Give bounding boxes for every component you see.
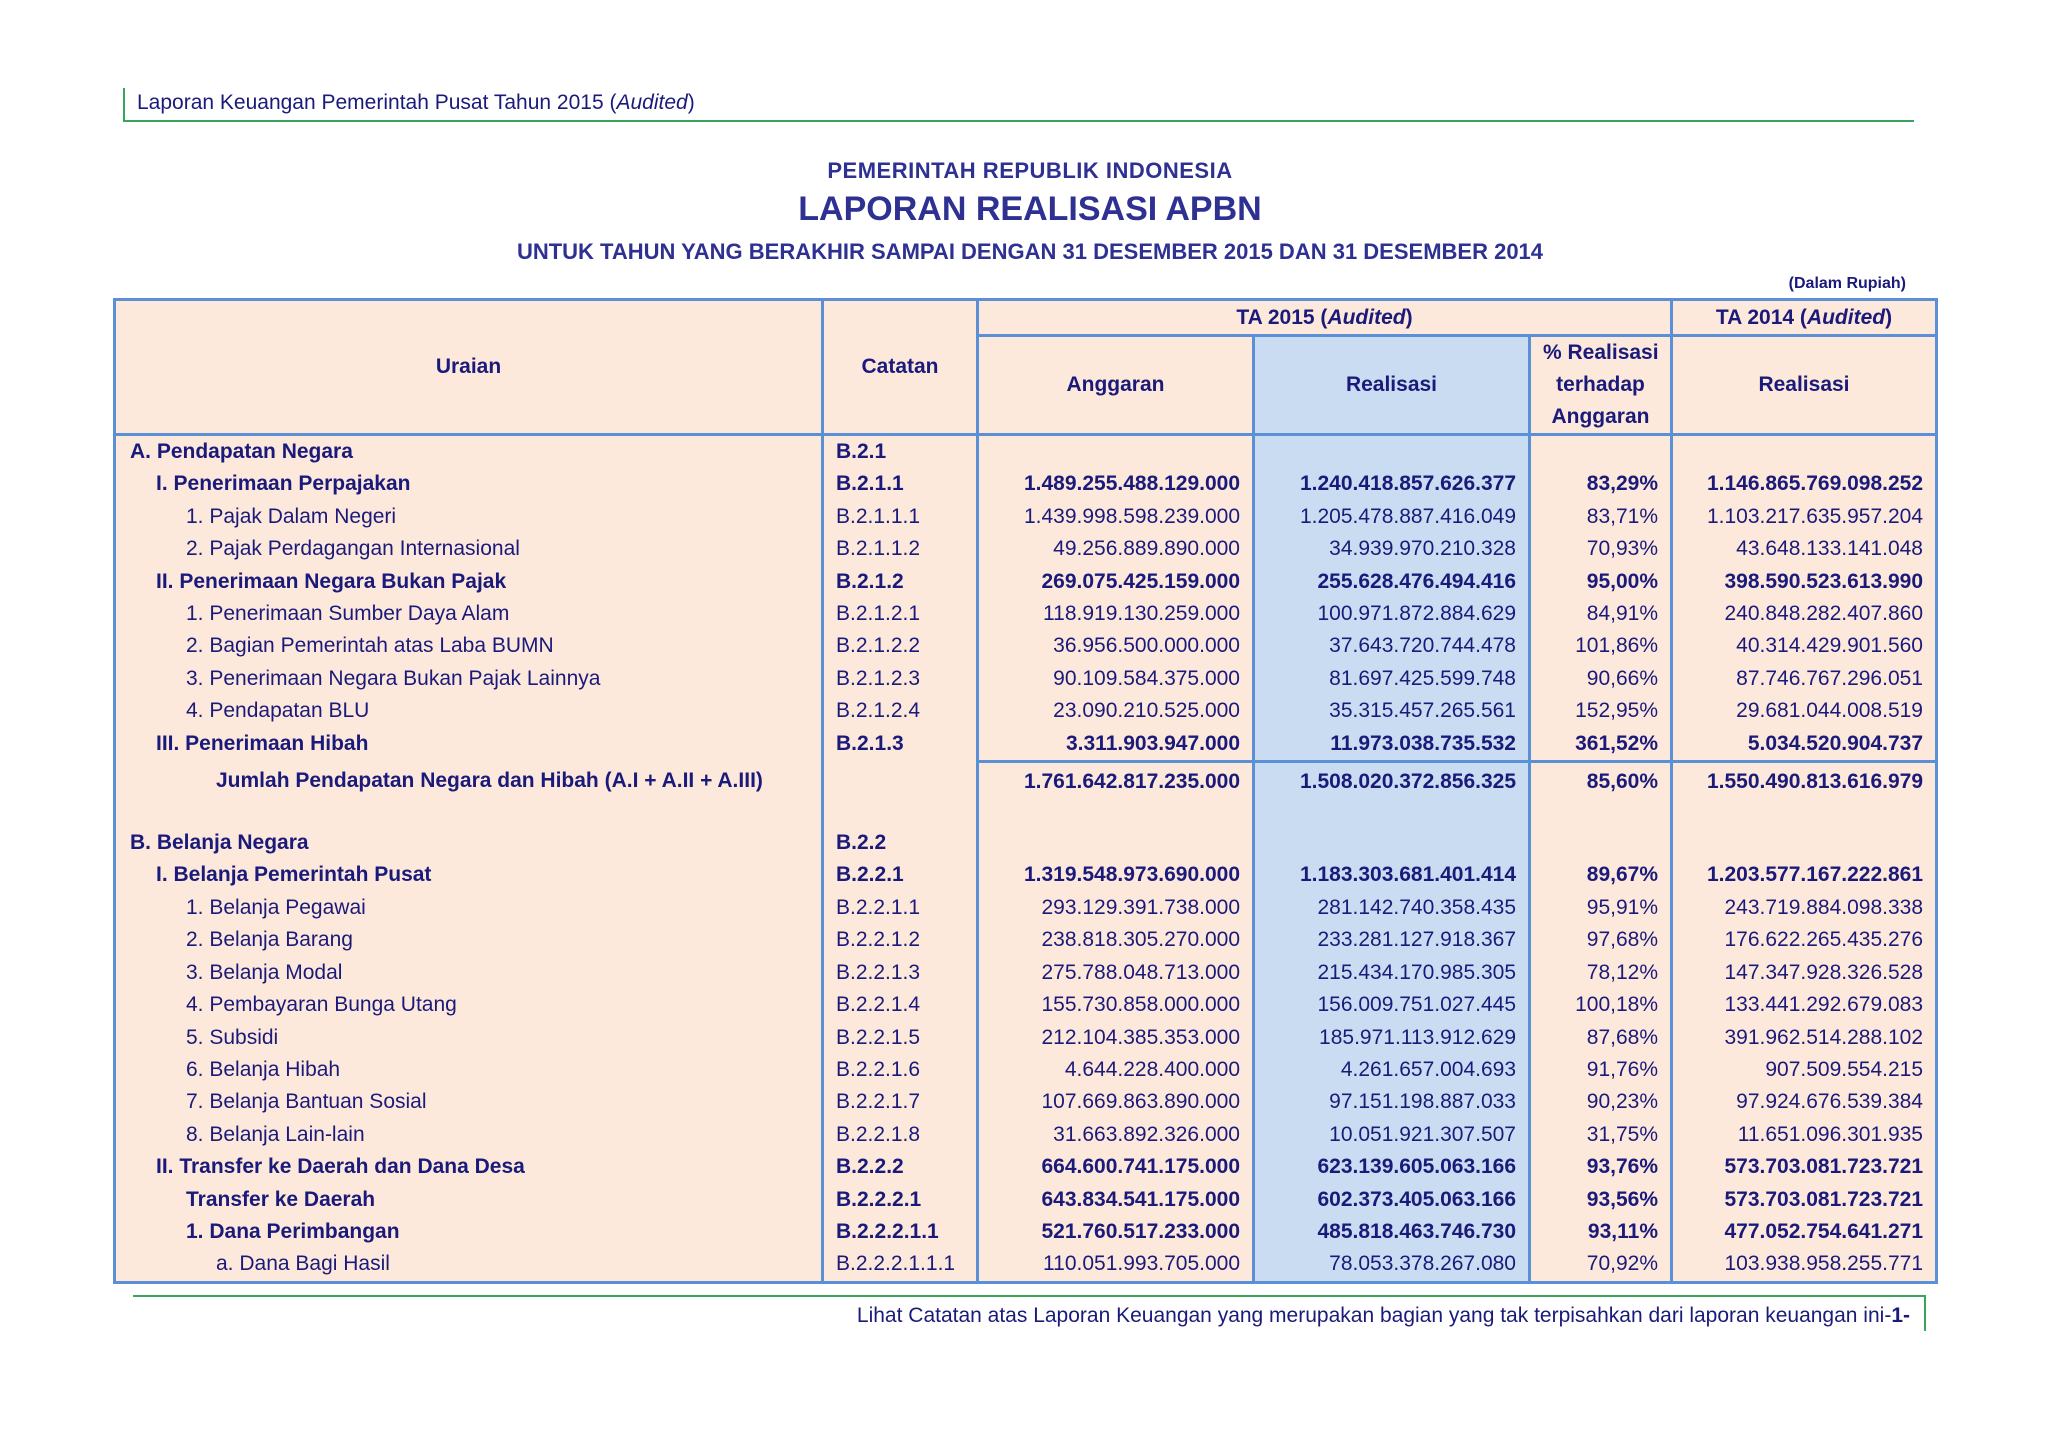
cell-realisasi: 34.939.970.210.328	[1254, 533, 1530, 565]
cell-catatan: B.2.1.2	[823, 566, 978, 598]
cell-anggaran	[978, 435, 1254, 469]
lra-table-container	[113, 298, 1935, 1284]
cell-uraian: I. Penerimaan Perpajakan	[115, 468, 823, 500]
cell-pct: 152,95%	[1530, 695, 1672, 727]
cell-realisasi-2014: 29.681.044.008.519	[1672, 695, 1937, 727]
cell-anggaran: 1.489.255.488.129.000	[978, 468, 1254, 500]
cell-realisasi-2014: 1.550.490.813.616.979	[1672, 762, 1937, 802]
cell-catatan: B.2.2.1.6	[823, 1054, 978, 1086]
table-row	[115, 1086, 1937, 1118]
table-row	[115, 1184, 1937, 1216]
cell-catatan: B.2.2.2.1.1	[823, 1216, 978, 1248]
table-row	[115, 468, 1937, 500]
cell-realisasi: 37.643.720.744.478	[1254, 630, 1530, 662]
col-header-realisasi: Realisasi	[1254, 336, 1530, 435]
ta2015-close: )	[1405, 306, 1413, 329]
cell-realisasi-2014: 477.052.754.641.271	[1672, 1216, 1937, 1248]
cell-anggaran	[978, 827, 1254, 859]
cell-pct: 70,93%	[1530, 533, 1672, 565]
cell-anggaran: 238.818.305.270.000	[978, 924, 1254, 956]
cell-realisasi-2014: 97.924.676.539.384	[1672, 1086, 1937, 1118]
cell-realisasi-2014: 1.203.577.167.222.861	[1672, 859, 1937, 891]
cell-catatan: B.2.2.1.1	[823, 892, 978, 924]
cell-catatan: B.2.2.1	[823, 859, 978, 891]
cell-catatan: B.2.2.1.4	[823, 989, 978, 1021]
cell-catatan: B.2.2.2.1.1.1	[823, 1248, 978, 1282]
cell-catatan: B.2.1.2.3	[823, 663, 978, 695]
table-row	[115, 663, 1937, 695]
cell-realisasi: 233.281.127.918.367	[1254, 924, 1530, 956]
lra-table	[113, 298, 1938, 1284]
table-row	[115, 957, 1937, 989]
cell-realisasi: 78.053.378.267.080	[1254, 1248, 1530, 1282]
cell-anggaran: 212.104.385.353.000	[978, 1022, 1254, 1054]
cell-pct: 78,12%	[1530, 957, 1672, 989]
cell-pct	[1530, 827, 1672, 859]
table-row	[115, 566, 1937, 598]
ta2015-text: TA 2015 (	[1236, 306, 1328, 329]
cell-realisasi: 156.009.751.027.445	[1254, 989, 1530, 1021]
col-header-ta2015	[978, 300, 1672, 336]
cell-realisasi-2014: 147.347.928.326.528	[1672, 957, 1937, 989]
table-row	[115, 892, 1937, 924]
cell-pct: 83,71%	[1530, 501, 1672, 533]
title-government: PEMERINTAH REPUBLIK INDONESIA	[827, 158, 1233, 183]
cell-realisasi-2014: 243.719.884.098.338	[1672, 892, 1937, 924]
cell-uraian: 1. Dana Perimbangan	[115, 1216, 823, 1248]
title-period: UNTUK TAHUN YANG BERAKHIR SAMPAI DENGAN 31 DESEMBER 2015 DAN 31 DESEMBER 2014	[516, 239, 1544, 264]
cell-uraian: Jumlah Pendapatan Negara dan Hibah (A.I + A.II + A.III)	[115, 762, 823, 802]
col-header-anggaran: Anggaran	[978, 336, 1254, 435]
cell-pct: 97,68%	[1530, 924, 1672, 956]
cell-uraian: 7. Belanja Bantuan Sosial	[115, 1086, 823, 1118]
cell-catatan: B.2.2.1.5	[823, 1022, 978, 1054]
cell-realisasi-2014: 87.746.767.296.051	[1672, 663, 1937, 695]
cell-realisasi-2014: 43.648.133.141.048	[1672, 533, 1937, 565]
table-row	[115, 1248, 1937, 1282]
cell-realisasi-2014: 398.590.523.613.990	[1672, 566, 1937, 598]
cell-pct: 91,76%	[1530, 1054, 1672, 1086]
col-header-uraian: Uraian	[115, 300, 823, 435]
cell-catatan: B.2.1.3	[823, 728, 978, 762]
cell-realisasi-2014: 907.509.554.215	[1672, 1054, 1937, 1086]
cell-realisasi-2014: 5.034.520.904.737	[1672, 728, 1937, 762]
cell-uraian: III. Penerimaan Hibah	[115, 728, 823, 762]
cell-catatan: B.2.2.1.7	[823, 1086, 978, 1118]
running-header	[123, 88, 1914, 122]
cell-anggaran: 521.760.517.233.000	[978, 1216, 1254, 1248]
cell-catatan: B.2.1.1.2	[823, 533, 978, 565]
cell-anggaran: 269.075.425.159.000	[978, 566, 1254, 598]
cell-anggaran: 664.600.741.175.000	[978, 1151, 1254, 1183]
table-row	[115, 630, 1937, 662]
cell-catatan: B.2.1.1	[823, 468, 978, 500]
cell-anggaran: 293.129.391.738.000	[978, 892, 1254, 924]
cell-realisasi-2014: 176.622.265.435.276	[1672, 924, 1937, 956]
cell-realisasi: 281.142.740.358.435	[1254, 892, 1530, 924]
header-audited: Audited	[616, 91, 688, 114]
cell-uraian: 3. Belanja Modal	[115, 957, 823, 989]
cell-realisasi: 35.315.457.265.561	[1254, 695, 1530, 727]
table-row	[115, 533, 1937, 565]
cell-anggaran: 1.761.642.817.235.000	[978, 762, 1254, 802]
cell-realisasi: 1.240.418.857.626.377	[1254, 468, 1530, 500]
cell-realisasi-2014: 573.703.081.723.721	[1672, 1151, 1937, 1183]
cell-anggaran: 23.090.210.525.000	[978, 695, 1254, 727]
footer-text: Lihat Catatan atas Laporan Keuangan yang merupakan bagian yang tak terpisahkan dari laporan keuangan ini-	[856, 1304, 1892, 1327]
cell-pct: 85,60%	[1530, 762, 1672, 802]
table-row	[115, 762, 1937, 802]
cell-realisasi: 602.373.405.063.166	[1254, 1184, 1530, 1216]
cell-realisasi: 1.508.020.372.856.325	[1254, 762, 1530, 802]
title-report: LAPORAN REALISASI APBN	[798, 190, 1262, 228]
cell-uraian: 4. Pembayaran Bunga Utang	[115, 989, 823, 1021]
cell-realisasi: 81.697.425.599.748	[1254, 663, 1530, 695]
cell-catatan: B.2.2	[823, 827, 978, 859]
cell-anggaran: 36.956.500.000.000	[978, 630, 1254, 662]
cell-anggaran: 31.663.892.326.000	[978, 1119, 1254, 1151]
cell-pct: 84,91%	[1530, 598, 1672, 630]
unit-label: (Dalam Rupiah)	[1788, 275, 1906, 292]
cell-uraian: A. Pendapatan Negara	[115, 435, 823, 469]
cell-pct: 93,56%	[1530, 1184, 1672, 1216]
table-row	[115, 989, 1937, 1021]
ta2014-text: TA 2014 (	[1715, 306, 1807, 329]
table-row	[115, 1054, 1937, 1086]
spacer-row	[115, 801, 1937, 827]
cell-uraian: 1. Belanja Pegawai	[115, 892, 823, 924]
cell-uraian: I. Belanja Pemerintah Pusat	[115, 859, 823, 891]
cell-realisasi-2014: 391.962.514.288.102	[1672, 1022, 1937, 1054]
cell-uraian: II. Transfer ke Daerah dan Dana Desa	[115, 1151, 823, 1183]
cell-catatan: B.2.2.2	[823, 1151, 978, 1183]
table-row	[115, 1151, 1937, 1183]
ta2015-audited: Audited	[1327, 306, 1406, 329]
header-close: )	[687, 91, 695, 114]
table-row	[115, 827, 1937, 859]
header-text: Laporan Keuangan Pemerintah Pusat Tahun 2015 (	[137, 91, 617, 114]
ta2014-close: )	[1885, 306, 1893, 329]
cell-uraian: B. Belanja Negara	[115, 827, 823, 859]
cell-anggaran: 107.669.863.890.000	[978, 1086, 1254, 1118]
report-titles	[120, 158, 1940, 265]
cell-pct: 83,29%	[1530, 468, 1672, 500]
cell-uraian: 2. Bagian Pemerintah atas Laba BUMN	[115, 630, 823, 662]
col-header-pct	[1530, 336, 1672, 435]
cell-realisasi: 4.261.657.004.693	[1254, 1054, 1530, 1086]
col-header-realisasi-2014: Realisasi	[1672, 336, 1937, 435]
cell-realisasi: 10.051.921.307.507	[1254, 1119, 1530, 1151]
pct-line1: % Realisasi	[1543, 341, 1659, 364]
cell-realisasi: 97.151.198.887.033	[1254, 1086, 1530, 1118]
cell-realisasi-2014: 103.938.958.255.771	[1672, 1248, 1937, 1282]
cell-pct: 101,86%	[1530, 630, 1672, 662]
cell-uraian: 4. Pendapatan BLU	[115, 695, 823, 727]
table-row	[115, 435, 1937, 469]
cell-pct: 90,66%	[1530, 663, 1672, 695]
ta2014-audited: Audited	[1806, 306, 1886, 329]
cell-uraian: II. Penerimaan Negara Bukan Pajak	[115, 566, 823, 598]
col-header-ta2014	[1672, 300, 1937, 336]
cell-pct: 95,91%	[1530, 892, 1672, 924]
cell-uraian: 5. Subsidi	[115, 1022, 823, 1054]
cell-pct: 95,00%	[1530, 566, 1672, 598]
cell-realisasi: 11.973.038.735.532	[1254, 728, 1530, 762]
cell-catatan	[823, 762, 978, 802]
cell-pct: 361,52%	[1530, 728, 1672, 762]
cell-pct: 87,68%	[1530, 1022, 1672, 1054]
pct-line3: Anggaran	[1551, 405, 1650, 428]
cell-uraian: a. Dana Bagi Hasil	[115, 1248, 823, 1282]
col-header-catatan: Catatan	[823, 300, 978, 435]
cell-catatan: B.2.2.1.8	[823, 1119, 978, 1151]
table-row	[115, 1022, 1937, 1054]
cell-uraian: 2. Pajak Perdagangan Internasional	[115, 533, 823, 565]
cell-pct	[1530, 435, 1672, 469]
cell-pct: 89,67%	[1530, 859, 1672, 891]
cell-catatan: B.2.2.1.2	[823, 924, 978, 956]
cell-anggaran: 4.644.228.400.000	[978, 1054, 1254, 1086]
table-body	[115, 435, 1937, 1283]
cell-anggaran: 49.256.889.890.000	[978, 533, 1254, 565]
cell-pct: 90,23%	[1530, 1086, 1672, 1118]
cell-realisasi	[1254, 435, 1530, 469]
running-footer	[133, 1295, 1926, 1331]
cell-uraian: 8. Belanja Lain-lain	[115, 1119, 823, 1151]
cell-pct: 70,92%	[1530, 1248, 1672, 1282]
table-row	[115, 1119, 1937, 1151]
footer-page: 1-	[1891, 1304, 1910, 1327]
cell-anggaran: 3.311.903.947.000	[978, 728, 1254, 762]
cell-realisasi: 185.971.113.912.629	[1254, 1022, 1530, 1054]
table-row	[115, 695, 1937, 727]
cell-realisasi: 100.971.872.884.629	[1254, 598, 1530, 630]
table-row	[115, 1216, 1937, 1248]
cell-realisasi	[1254, 827, 1530, 859]
cell-catatan: B.2.1.1.1	[823, 501, 978, 533]
cell-pct: 31,75%	[1530, 1119, 1672, 1151]
table-row	[115, 859, 1937, 891]
cell-realisasi-2014	[1672, 435, 1937, 469]
table-row	[115, 598, 1937, 630]
cell-uraian: 1. Pajak Dalam Negeri	[115, 501, 823, 533]
cell-anggaran: 110.051.993.705.000	[978, 1248, 1254, 1282]
cell-catatan: B.2.1.2.4	[823, 695, 978, 727]
pct-line2: terhadap	[1556, 373, 1645, 396]
cell-realisasi-2014: 133.441.292.679.083	[1672, 989, 1937, 1021]
cell-realisasi-2014: 1.103.217.635.957.204	[1672, 501, 1937, 533]
cell-realisasi: 255.628.476.494.416	[1254, 566, 1530, 598]
table-row	[115, 924, 1937, 956]
cell-catatan: B.2.1.2.1	[823, 598, 978, 630]
cell-anggaran: 275.788.048.713.000	[978, 957, 1254, 989]
cell-catatan: B.2.2.2.1	[823, 1184, 978, 1216]
cell-anggaran: 1.439.998.598.239.000	[978, 501, 1254, 533]
cell-realisasi-2014: 1.146.865.769.098.252	[1672, 468, 1937, 500]
cell-realisasi-2014: 573.703.081.723.721	[1672, 1184, 1937, 1216]
cell-anggaran: 90.109.584.375.000	[978, 663, 1254, 695]
cell-pct: 93,76%	[1530, 1151, 1672, 1183]
cell-catatan: B.2.2.1.3	[823, 957, 978, 989]
cell-realisasi-2014: 11.651.096.301.935	[1672, 1119, 1937, 1151]
cell-realisasi: 1.205.478.887.416.049	[1254, 501, 1530, 533]
cell-uraian: Transfer ke Daerah	[115, 1184, 823, 1216]
cell-catatan: B.2.1.2.2	[823, 630, 978, 662]
cell-pct: 100,18%	[1530, 989, 1672, 1021]
cell-realisasi: 1.183.303.681.401.414	[1254, 859, 1530, 891]
cell-realisasi: 485.818.463.746.730	[1254, 1216, 1530, 1248]
table-row	[115, 501, 1937, 533]
cell-anggaran: 1.319.548.973.690.000	[978, 859, 1254, 891]
cell-catatan: B.2.1	[823, 435, 978, 469]
cell-uraian: 6. Belanja Hibah	[115, 1054, 823, 1086]
cell-uraian: 1. Penerimaan Sumber Daya Alam	[115, 598, 823, 630]
cell-anggaran: 155.730.858.000.000	[978, 989, 1254, 1021]
cell-uraian: 2. Belanja Barang	[115, 924, 823, 956]
cell-realisasi: 623.139.605.063.166	[1254, 1151, 1530, 1183]
cell-anggaran: 643.834.541.175.000	[978, 1184, 1254, 1216]
cell-realisasi: 215.434.170.985.305	[1254, 957, 1530, 989]
cell-realisasi-2014: 240.848.282.407.860	[1672, 598, 1937, 630]
table-row	[115, 728, 1937, 762]
cell-anggaran: 118.919.130.259.000	[978, 598, 1254, 630]
cell-uraian: 3. Penerimaan Negara Bukan Pajak Lainnya	[115, 663, 823, 695]
cell-realisasi-2014	[1672, 827, 1937, 859]
cell-pct: 93,11%	[1530, 1216, 1672, 1248]
cell-realisasi-2014: 40.314.429.901.560	[1672, 630, 1937, 662]
